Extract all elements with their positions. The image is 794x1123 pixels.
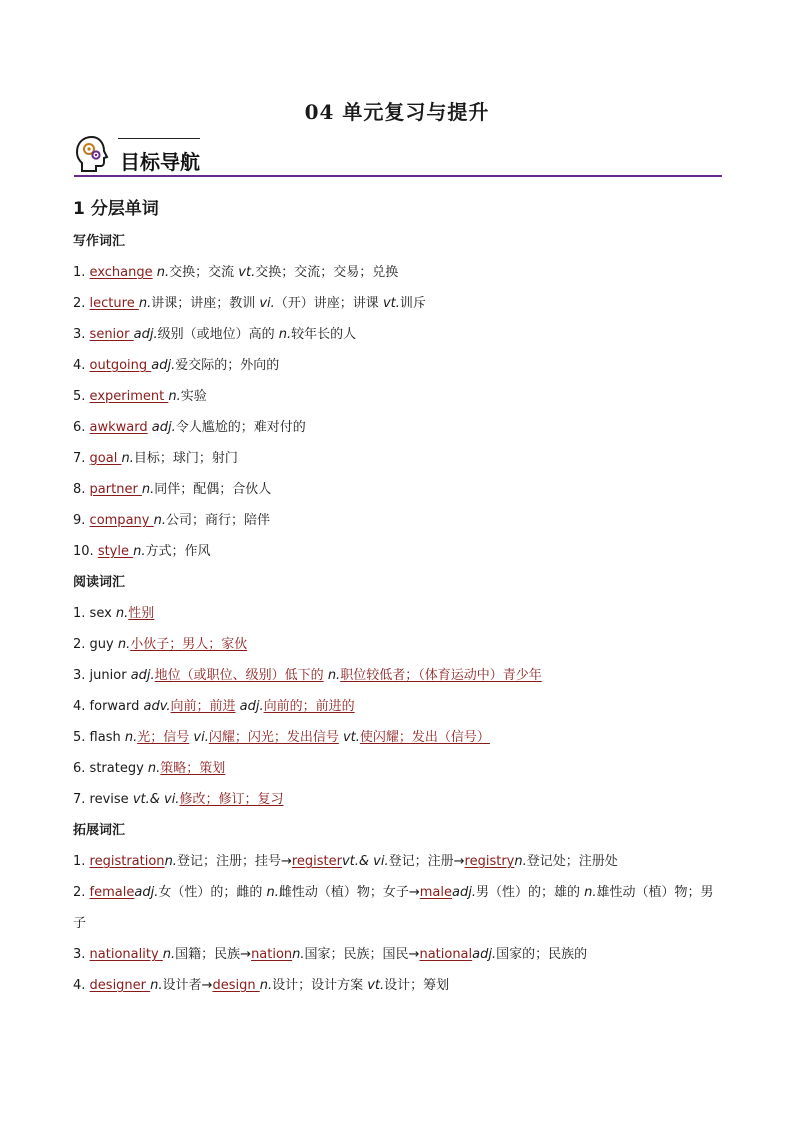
answer-word: registry [464,854,515,869]
part-of-speech: n. [164,854,177,869]
banner-rule [74,175,722,177]
item-number: 3. [73,327,90,342]
item-number: 3. [73,947,90,962]
definition-text: 雌性动（植）物；女子→ [278,885,420,900]
part-of-speech: n. [168,389,181,404]
item-number: 6. [73,761,90,776]
answer-word: partner [89,482,142,497]
definition-text: 同伴；配偶；合伙人 [154,482,272,497]
part-of-speech: n. [133,544,146,559]
answer-word: awkward [89,420,148,435]
vocab-item [73,629,723,660]
definition-text: 国籍；民族→ [175,947,252,962]
definition-text: 国家的；民族的 [496,947,588,962]
definition-text: strategy [89,761,148,776]
vocabulary-list [73,226,723,1001]
part-of-speech: n. [152,265,170,280]
definition-text: guy [89,637,118,652]
group-heading: 阅读词汇 [73,575,126,590]
answer-word: goal [89,451,122,466]
part-of-speech: n. [327,668,341,683]
part-of-speech: vi. [193,730,209,745]
part-of-speech: n. [147,761,161,776]
answer-word: exchange [89,265,153,280]
definition-text: flash [89,730,125,745]
part-of-speech: n. [162,947,176,962]
part-of-speech: n. [292,947,305,962]
answer-word: 修改；修订；复习 [179,792,284,807]
vocab-item [73,598,723,629]
answer-word: male [419,885,453,900]
answer-word: senior [89,327,134,342]
definition-text: 登记；注册；挂号→ [176,854,292,869]
vocab-item [73,722,723,753]
part-of-speech: n. [124,730,138,745]
vocab-item [73,660,723,691]
answer-word: register [291,854,342,869]
part-of-speech: adj. [472,947,497,962]
answer-word: designer [89,978,151,993]
answer-word: 光；信号 [137,730,190,745]
answer-word: 职位较低者；（体育运动中）青少年 [340,668,542,683]
item-number: 4. [73,358,90,373]
banner-label: 目标导航 [120,150,200,174]
item-number: 4. [73,978,90,993]
item-number: 2. [73,885,90,900]
definition-text: 男（性）的；雄的 [475,885,585,900]
item-number: 5. [73,389,90,404]
definition-text: 目标；球门；射门 [133,451,238,466]
part-of-speech: vt. [367,978,385,993]
part-of-speech: n. [584,885,597,900]
definition-text: 较年长的人 [291,327,357,342]
item-number: 4. [73,699,90,714]
part-of-speech: n. [138,296,152,311]
definition-text: 女（性）的；雌的 [158,885,267,900]
banner-topline [118,138,200,139]
definition-text: junior [89,668,131,683]
vocab-item [73,753,723,784]
part-of-speech: vt. [342,730,360,745]
answer-word: nation [251,947,293,962]
vocab-item [73,319,723,350]
item-number: 1. [73,606,90,621]
answer-word: experiment [89,389,169,404]
item-number: 10. [73,544,98,559]
definition-text: 实验 [180,389,207,404]
part-of-speech: adj. [239,699,264,714]
item-number: 3. [73,668,90,683]
part-of-speech: adj. [452,885,476,900]
definition-text: 登记；注册→ [388,854,465,869]
part-of-speech: n. [514,854,527,869]
vocab-item [73,505,723,536]
part-of-speech: n. [278,327,292,342]
definition-text: 令人尴尬的；难对付的 [175,420,306,435]
vocab-item [73,350,723,381]
item-number: 7. [73,792,90,807]
part-of-speech: n. [117,637,131,652]
part-of-speech: n. [153,513,166,528]
item-number: 5. [73,730,90,745]
answer-word: female [89,885,135,900]
part-of-speech: vt.& vi. [341,854,389,869]
definition-text: 设计；设计方案 [272,978,368,993]
definition-text: （开）讲座；讲课 [274,296,383,311]
part-of-speech: n. [121,451,134,466]
definition-text: 交换；交流 [169,265,239,280]
head-gears-icon [74,134,110,174]
answer-word: outgoing [89,358,152,373]
page-title: 04 单元复习与提升 [304,100,490,124]
answer-word: lecture [89,296,139,311]
definition-text: 级别（或地位）高的 [157,327,279,342]
group-heading: 写作词汇 [73,234,126,249]
definition-text: revise [89,792,133,807]
vocab-item [73,877,723,939]
vocab-item [73,939,723,970]
vocab-item [73,691,723,722]
item-number: 2. [73,296,90,311]
answer-word: 地位（或职位、级别）低下的 [154,668,324,683]
item-number: 6. [73,420,90,435]
vocab-item [73,536,723,567]
answer-word: 小伙子；男人；家伙 [130,637,248,652]
vocab-item [73,443,723,474]
answer-word: 使闪耀；发出（信号） [359,730,490,745]
vocab-item [73,381,723,412]
part-of-speech: adj. [147,420,176,435]
section-banner [74,134,722,178]
part-of-speech: vt. [238,265,256,280]
part-of-speech: n. [141,482,155,497]
item-number: 1. [73,854,90,869]
item-number: 8. [73,482,90,497]
definition-text: 方式；作风 [145,544,211,559]
answer-word: registration [89,854,165,869]
vocab-item [73,412,723,443]
group-heading: 拓展词汇 [73,823,126,838]
part-of-speech: adj. [134,885,159,900]
vocab-item [73,846,723,877]
answer-word: 向前的；前进的 [263,699,355,714]
definition-text: 设计；筹划 [384,978,450,993]
answer-word: style [97,544,134,559]
part-of-speech: vi. [259,296,275,311]
definition-text: 雄性动（植）物；男子 [73,885,714,931]
part-of-speech: n. [259,978,273,993]
answer-word: company [89,513,154,528]
definition-text: 登记处；注册处 [526,854,618,869]
answer-word: 性别 [128,606,155,621]
item-number: 2. [73,637,90,652]
item-number: 1. [73,265,90,280]
definition-text: 训斥 [399,296,426,311]
item-number: 7. [73,451,90,466]
part-of-speech: vt. [382,296,400,311]
definition-text: 交换；交流；交易；兑换 [255,265,399,280]
answer-word: 向前；前进 [170,699,236,714]
answer-word: national [419,947,473,962]
vocab-item [73,474,723,505]
definition-text: 设计者→ [162,978,213,993]
definition-text: forward [89,699,144,714]
vocab-item [73,970,723,1001]
vocab-item [73,784,723,815]
part-of-speech: n. [115,606,129,621]
item-number: 9. [73,513,90,528]
part-of-speech: adj. [130,668,155,683]
definition-text: 公司；商行；陪伴 [165,513,270,528]
definition-text: 国家；民族；国民→ [304,947,420,962]
definition-text: 爱交际的；外向的 [175,358,280,373]
part-of-speech: adj. [133,327,158,342]
part-of-speech: adv. [143,699,171,714]
answer-word: 策略；策划 [160,761,226,776]
definition-text: sex [89,606,116,621]
vocab-item [73,288,723,319]
part-of-speech: vt.& vi. [132,792,180,807]
answer-word: 闪耀；闪光；发出信号 [208,730,339,745]
vocab-item [73,257,723,288]
part-of-speech: n. [150,978,163,993]
part-of-speech: n. [266,885,279,900]
definition-text: 讲课；讲座；教训 [151,296,260,311]
answer-word: nationality [89,947,163,962]
answer-word: design [212,978,260,993]
part-of-speech: adj. [151,358,176,373]
section-title: 1 分层单词 [73,199,159,219]
